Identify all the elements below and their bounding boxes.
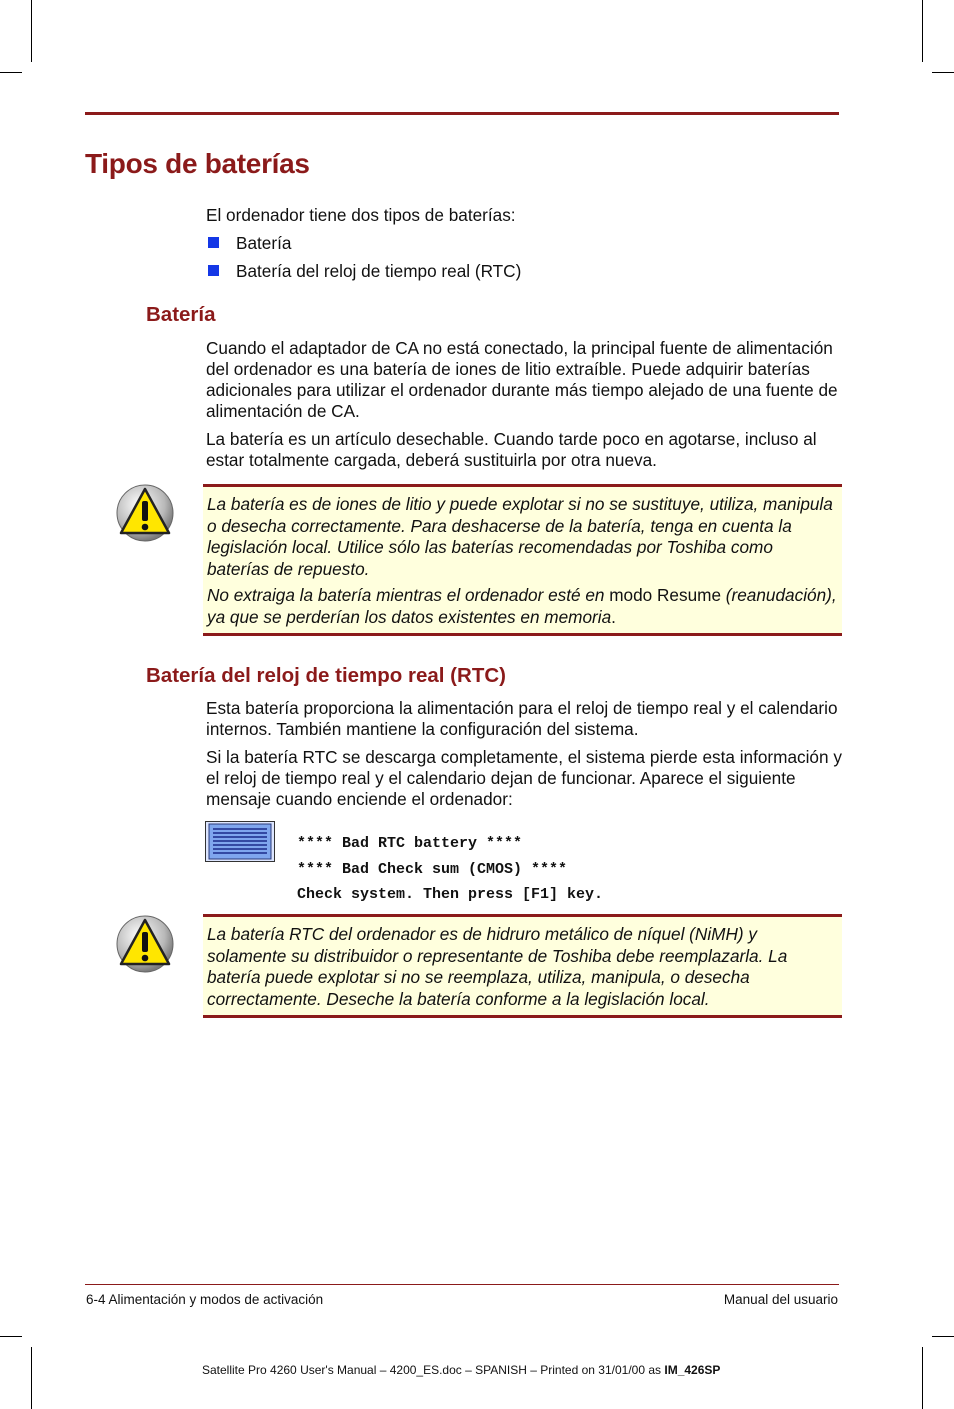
- header-rule: [85, 112, 839, 115]
- page-title: Tipos de baterías: [85, 148, 310, 179]
- warning-note-rtc: La batería RTC del ordenador es de hidruro metálico de níquel (NiMH) y solamente su distribuidor o representante de Toshiba debe reemplazarla. La batería puede explotar si no se reemplaza, utiliza, manipula, o desecha correctamente. Deseche la batería conforme a la legislación local.: [203, 914, 842, 1018]
- crop-mark: [0, 1336, 22, 1337]
- footer-chapter: 6-4 Alimentación y modos de activación: [86, 1292, 324, 1307]
- crop-mark: [922, 0, 923, 62]
- footer-rule: [85, 1284, 839, 1285]
- list-item: Batería: [206, 233, 521, 261]
- screen-message-icon: [205, 821, 275, 862]
- rtc-error-message: **** Bad RTC battery **** **** Bad Check sum (CMOS) **** Check system. Then press [F1] key.: [297, 835, 604, 903]
- section-heading-battery: Batería: [146, 303, 216, 326]
- crop-mark: [922, 1347, 923, 1409]
- warning-icon: [114, 914, 176, 974]
- crop-mark: [31, 0, 32, 62]
- crop-mark: [0, 72, 22, 73]
- crop-mark: [932, 72, 954, 73]
- crop-mark: [932, 1336, 954, 1337]
- intro-text: El ordenador tiene dos tipos de baterías:: [206, 205, 516, 225]
- warning-note-battery: La batería es de iones de litio y puede explotar si no se sustituye, utiliza, manipula o desecha correctamente. Para deshacerse de la batería, tenga en cuenta la legislación local. Utilice sólo las baterías recomendadas por Toshiba como baterías de repuesto. No extraiga la batería mientras el ordenador esté en modo Resume (reanudación), ya que se perderían los datos existentes en memoria.: [203, 484, 842, 636]
- rtc-body: Esta batería proporciona la alimentación para el reloj de tiempo real y el calendario internos. También mantiene la configuración del sistema. Si la batería RTC se descarga completamente, el sistema pierde esta información y el reloj de tiempo real y el calendario dejan de funcionar. Aparece el siguiente mensaje cuando enciende el ordenador:: [206, 698, 842, 809]
- crop-mark: [31, 1347, 32, 1409]
- battery-body: Cuando el adaptador de CA no está conectado, la principal fuente de alimentación del ordenador es una batería de iones de litio extraíble. Puede adquirir baterías adicionales para utilizar el ordenador durante más tiempo alejado de una fuente de alimentación de CA. La batería es un artículo desechable. Cuando tarde poco en agotarse, incluso al estar totalmente cargada, deberá sustituirla por otra nueva.: [206, 338, 838, 470]
- bullet-square-icon: [208, 265, 219, 276]
- list-item: Batería del reloj de tiempo real (RTC): [206, 261, 521, 289]
- bullet-square-icon: [208, 237, 219, 248]
- warning-icon: [114, 483, 176, 543]
- footer-manual-title: Manual del usuario: [723, 1292, 838, 1307]
- section-heading-rtc: Batería del reloj de tiempo real (RTC): [146, 664, 506, 687]
- battery-type-list: [206, 233, 521, 289]
- print-info: Satellite Pro 4260 User's Manual – 4200_ES.doc – SPANISH – Printed on 31/01/00 as IM_426SP: [202, 1363, 721, 1377]
